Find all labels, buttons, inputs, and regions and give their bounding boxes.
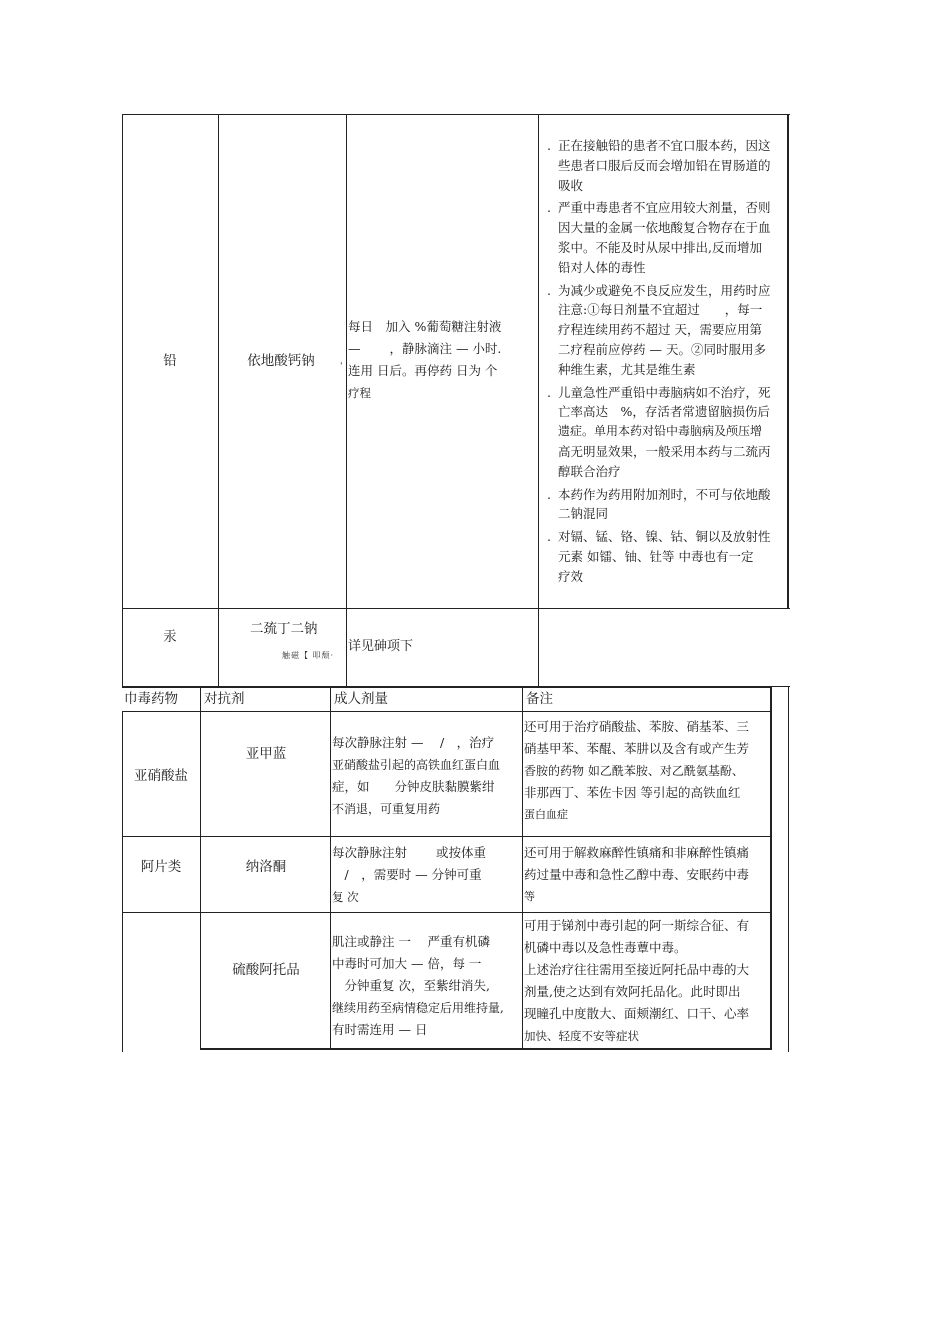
note-item [540, 527, 788, 586]
table-border [200, 711, 201, 1049]
dose-line: 每次静脉注射 — / ，治疗 [332, 735, 495, 750]
note-marker: . [547, 529, 551, 545]
note-line: 些患者口服后反而会增加铅在胃肠道的 [558, 157, 771, 173]
dose-line: 连用 日后。再停药 日为 个 [348, 363, 498, 378]
note-item [540, 136, 788, 195]
dose-line: 复 次 [332, 890, 359, 904]
note-line: 吸收 [558, 177, 584, 193]
poison-cell-lead [122, 114, 218, 608]
note-line: 药过量中毒和急性乙醇中毒、安眠药中毒 [524, 867, 750, 882]
dose-line: 症，如 分钟皮肤黏膜紫绀 [332, 779, 495, 794]
dose-line: 肌注或静注 一 严重有机磷 [332, 934, 490, 949]
dose-cell [332, 732, 524, 820]
note-line: 非那西丁、苯佐卡因 等引起的高铁血红 [524, 785, 741, 800]
poison-cell-mercury [122, 608, 218, 687]
antidote-table-nitrite-opioid-atropine [122, 687, 790, 1052]
note-line: 注意:①每日剂量不宜超过 ，每一 [558, 302, 763, 318]
dose-line: 每次静脉注射 或按体重 [332, 845, 486, 860]
note-line: 儿童急性严重铅中毒脑病如不治疗，死 [558, 384, 771, 400]
notes-cell [540, 136, 788, 587]
note-marker: . [547, 200, 551, 216]
note-line: 机磷中毒以及急性毒蕈中毒。 [524, 940, 687, 955]
antidote-name: 纳洛酮 [245, 859, 287, 875]
note-line: 还可用于解救麻醉性镇痛和非麻醉性镇痛 [524, 845, 750, 860]
note-line: 元素 如镭、铀、钍等 中毒也有一定 [558, 548, 754, 564]
dose-line: 每日 加入 %葡萄糖注射液 [348, 319, 502, 334]
header-note: 备注 [526, 691, 553, 707]
note-line: 浆中。不能及时从尿中排出,反而增加 [558, 239, 762, 255]
note-line: 铅对人体的毒性 [558, 259, 646, 275]
dose-cell [332, 842, 524, 908]
dose-line: 分钟重复 次，至紫绀消失, [332, 978, 490, 993]
note-line: 香胺的药物 如乙酰苯胺、对乙酰氨基酚、 [524, 764, 744, 778]
dose-cell [332, 931, 524, 1041]
note-marker: . [547, 138, 551, 153]
dose-line: 疗程 [348, 386, 371, 400]
poison-name: 亚硝酸盐 [134, 768, 188, 784]
antidote-cell [202, 837, 330, 893]
note-marker: . [547, 486, 551, 502]
note-item [540, 281, 788, 380]
dose-line: 继续用药至病情稳定后用维持量, [332, 1001, 504, 1015]
note-line: 现瞳孔中度散大、面颊潮红、口干、心率 [524, 1006, 750, 1021]
note-line: 加快、轻度不安等症状 [524, 1029, 639, 1043]
table-border [200, 687, 201, 711]
antidote-name: 亚甲蓝 [245, 746, 287, 762]
note-line: 还可用于治疗硝酸盐、苯胺、硝基苯、三 [524, 719, 750, 734]
note-line: 疗程连续用药不超过 天，需要应用第 [558, 322, 762, 338]
table-border [538, 114, 539, 687]
note-cell [524, 716, 772, 826]
dose-line: 亚硝酸盐引起的高铁血红蛋白血 [332, 758, 501, 772]
poison-name: 阿片类 [140, 859, 182, 875]
note-line: 醇联合治疗 [558, 463, 621, 479]
dose-cell [348, 636, 536, 658]
dose-line: — ，静脉滴注 — 小时. [348, 341, 502, 356]
note-line: 种维生素，尤其是维生素 [558, 361, 696, 377]
note-line: 高无明显效果，一般采用本药与二巯丙 [558, 443, 771, 459]
stray-mark: ' [340, 362, 343, 372]
table-border [330, 687, 331, 1049]
dose-cell [348, 316, 536, 404]
dose-line: 有时需连用 — 日 [332, 1022, 428, 1037]
antidote-table-lead-mercury [122, 114, 790, 687]
note-cell [524, 842, 772, 908]
note-line: 严重中毒患者不宜应用较大剂量，否则 [558, 200, 771, 216]
note-item [540, 383, 788, 482]
table-border [788, 687, 789, 1052]
note-line: 本药作为药用附加剂时，不可与依地酸 [558, 486, 771, 502]
note-line: 等 [524, 890, 535, 903]
antidote-name: 硫酸阿托品 [232, 962, 300, 978]
table-border [200, 1048, 772, 1050]
header-antidote: 对抗剂 [204, 691, 245, 707]
antidote-cell [218, 114, 344, 608]
scan-artifact-mark: 触磁【 叩颓· [282, 651, 335, 660]
dose-text: 详见砷项下 [348, 639, 414, 654]
poison-cell [122, 837, 200, 893]
note-line: 正在接触铅的患者不宜口服本药，因这 [558, 138, 771, 153]
note-line: 剂量,使之达到有效阿托品化。此时即出 [524, 984, 741, 999]
dose-line: 不消退，可重复用药 [332, 802, 441, 816]
note-cell [524, 915, 772, 1047]
header-dose: 成人剂量 [334, 691, 388, 707]
note-line: 遗症。单用本药对铅中毒脑病及颅压增 [558, 424, 763, 439]
note-line: 亡率高达 %，存活者常遗留脑损伤后 [558, 404, 770, 420]
dose-line: 中毒时可加大 — 倍，每 一 [332, 956, 482, 971]
antidote-name: 依地酸钙钠 [247, 353, 315, 369]
note-line: 二钠混同 [558, 506, 609, 522]
antidote-name: 二巯丁二钠 [250, 621, 318, 637]
poison-name: 汞 [163, 629, 177, 645]
poison-cell [122, 712, 200, 836]
note-line: 蛋白血症 [524, 808, 568, 821]
poison-name: 铅 [163, 353, 177, 369]
table-border [346, 114, 347, 687]
header-poison: 巾毒药物 [124, 691, 178, 707]
note-line: 为减少或避免不良反应发生，用药时应 [558, 282, 771, 298]
antidote-cell [218, 608, 344, 687]
note-item [540, 485, 788, 525]
antidote-cell [202, 913, 330, 1023]
note-line: 因大量的金属一依地酸复合物存在于血 [558, 220, 771, 236]
note-line: 可用于锑剂中毒引起的阿一斯综合征、有 [524, 918, 750, 933]
note-line: 二疗程前应停药 — 天。②同时服用多 [558, 341, 766, 357]
note-marker: . [547, 384, 551, 400]
note-line: 硝基甲苯、苯醌、苯肼以及含有或产生芳 [524, 741, 750, 756]
note-line: 疗效 [558, 568, 584, 584]
note-marker: . [547, 282, 551, 298]
note-line: 对镉、锰、铬、镍、钴、铜以及放射性 [558, 529, 771, 545]
note-line: 上述治疗往往需用至接近阿托品中毒的大 [524, 962, 750, 977]
dose-line: / ，需要时 — 分钟可重 [332, 867, 482, 882]
note-item [540, 198, 788, 277]
antidote-cell [202, 712, 330, 792]
